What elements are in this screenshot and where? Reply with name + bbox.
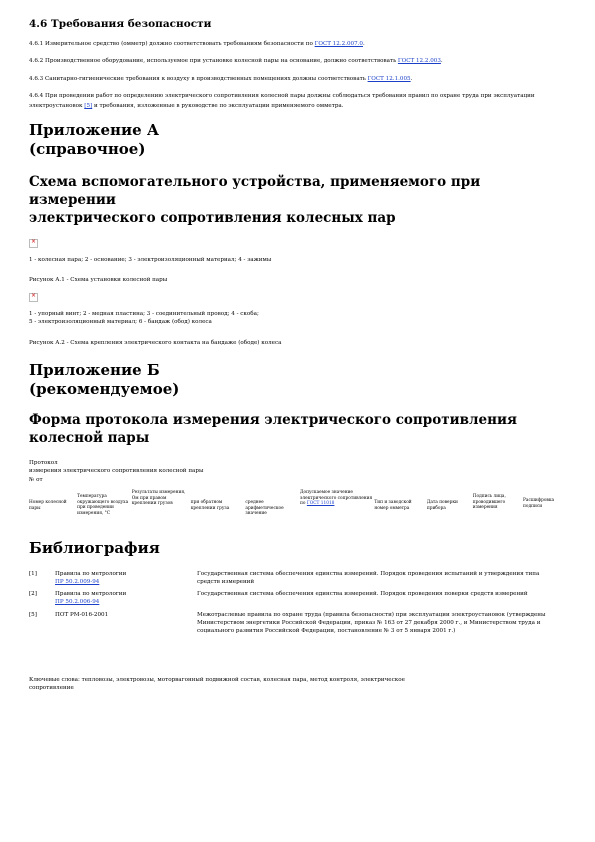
table-header-cell: Дата поверки прибора <box>426 500 458 511</box>
appendix-a-subtitle: Схема вспомогательного устройства, применяемого при измерении электрического сопротивления колесных пар <box>29 174 481 227</box>
broken-image-icon: × <box>29 239 38 248</box>
paragraph-4-6-3: 4.6.3 Санитарно-гигиенические требования к воздуху в производственных помещениях должны соответствовать ГОСТ 12.1.005. <box>29 75 413 82</box>
figure-a2-caption: Рисунок А.2 - Схема крепления электрического контакта на бандаже (ободе) колеса <box>29 339 282 346</box>
bibliography-table <box>29 570 559 640</box>
table-header-cell: Расшифровка подписи <box>523 498 555 509</box>
gost-12-2-003-link[interactable]: ГОСТ 12.2.003 <box>397 58 441 65</box>
gost-12-1-005-link[interactable]: ГОСТ 12.1.005 <box>367 75 411 82</box>
protocol-number: № от <box>29 476 43 483</box>
table-header-row <box>29 490 569 516</box>
keywords-line-1: Ключевые слова: тепловозы, электровозы, моторвагонный подвижной состав, колесная пара, метод контроля, электрическое <box>29 676 405 683</box>
table-header-cell: Тип и заводской номер омметра <box>374 500 412 511</box>
bibliography-item: [2] Правила по метрологии ПР 50.2.006-94 Государственная система обеспечения единства измерений. Порядок проведения поверки средств измерений <box>29 591 528 606</box>
table-header-cell: Допускаемое значение электрического сопротивления по ГОСТ 11018 <box>300 490 373 507</box>
table-header-cell: при обратном креплении груза <box>190 500 230 511</box>
appendix-a-heading: Приложение А (справочное) <box>29 121 160 159</box>
reference-5-link[interactable]: [5] <box>84 102 93 109</box>
gost-11018-link[interactable]: ГОСТ 11018 <box>306 501 335 507</box>
bibliography-item: [5] ПОТ РМ-016-2001 Межотраслевые правила по охране труда (правила безопасности) при эксплуатации электроустановок (утверждены Министерством энергетики Российской Федерации, приказ № 163 от 27 декабря 2000 г., и Министерством труда и социального развития Российской Федерации, постановление № 3 от 5 января 2001 г.) <box>29 611 546 635</box>
document-page <box>29 18 569 692</box>
bibliography-item: [1] Правила по метрологии ПР 50.2.009-94 Государственная система обеспечения единства измерений. Порядок проведения испытаний и утверждения типа средств измерений <box>29 570 540 585</box>
table-header-cell: Номер колесной пары <box>29 500 67 511</box>
appendix-b-heading: Приложение Б (рекомендуемое) <box>29 361 180 399</box>
paragraph-4-6-4: 4.6.4 При проведении работ по определению электрического сопротивления колесной пары должны соблюдаться требования правил по охране труда при эксплуатации электроустановок [5] и требования, изложенные в руководстве по эксплуатации применяемого омметра. <box>29 93 535 109</box>
figure-a1-caption: Рисунок А.1 - Схема установки колесной пары <box>29 277 168 284</box>
table-header-cell: Результаты измерения, Ом при правом креплении грузов <box>131 490 186 507</box>
section-title: 4.6 Требования безопасности <box>29 18 212 30</box>
appendix-b-subtitle: Форма протокола измерения электрического сопротивления колесной пары <box>29 412 517 447</box>
figure-a2-legend-1: 1 - упорный винт; 2 - медная пластина; 3 - соединительный провод; 4 - скоба; <box>29 310 259 317</box>
table-header-cell: Температура окружающего воздуха при проведении измерения, °С <box>77 494 129 516</box>
pr-50-2-006-link[interactable]: ПР 50.2.006-94 <box>55 599 100 606</box>
protocol-subtitle: измерения электрического сопротивления колесной пары <box>29 468 204 475</box>
table-header-cell: Подпись лица, проводившего измерения <box>472 494 506 511</box>
paragraph-4-6-2: 4.6.2 Производственное оборудование, используемое при установке колесной пары на основание, должно соответствовать ГОСТ 12.2.003. <box>29 58 443 65</box>
protocol-title: Протокол <box>29 460 58 467</box>
protocol-table <box>29 490 569 516</box>
pr-50-2-009-link[interactable]: ПР 50.2.009-94 <box>55 578 100 585</box>
gost-12-2-007-link[interactable]: ГОСТ 12.2.007.0 <box>314 41 363 47</box>
broken-image-icon: × <box>29 293 38 302</box>
figure-a2-legend-2: 5 - электроизоляционный материал; 6 - бандаж (обод) колеса <box>29 319 212 326</box>
bibliography-title: Библиография <box>29 538 160 557</box>
keywords-line-2: сопротивление <box>29 684 74 691</box>
paragraph-4-6-1: 4.6.1 Измерительное средство (омметр) должно соответствовать требованиям безопасности по ГОСТ 12.2.007.0. <box>29 41 365 47</box>
figure-a1-legend: 1 - колесная пара; 2 - основание; 3 - электроизоляционный материал; 4 - зажимы <box>29 257 272 264</box>
table-header-cell: среднее арифметическое значение <box>245 500 284 517</box>
